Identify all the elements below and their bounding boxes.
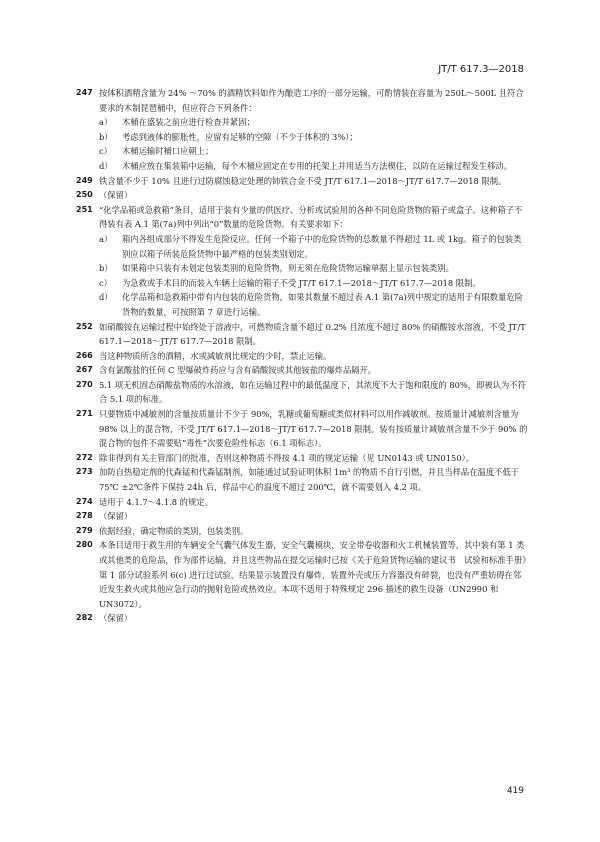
provision-entry	[76, 378, 528, 407]
sub-item	[99, 115, 528, 130]
sub-item-label: b）	[99, 131, 113, 142]
provision-entry	[76, 174, 528, 189]
provision-text: 如硝酸铵在运输过程中始终处于溶液中，可燃物质含量不超过 0.2% 且浓度不超过 80% 的硝酸铵水溶液，不受 JT/T 617.1—2018～JT/T 617.7—2018 限制。	[99, 321, 526, 347]
provision-entry	[76, 538, 528, 611]
provision-text: （保留）	[99, 613, 133, 624]
provision-number: 279	[76, 525, 93, 535]
provision-number: 274	[76, 496, 93, 506]
sub-item	[99, 261, 528, 276]
provision-number: 272	[76, 452, 93, 462]
provision-text: 本条目适用于救生用的车辆安全气囊气体发生器，安全气囊模块，安全带卷收器和火工机械装置等，其中装有第 1 类或其他类的危险品，作为部件运输，并且这些物品在提交运输时已按《关于危险货物运输的建议书 试验和标准手册》第 1 部分试验系列 6(c) 进行过试验，结果显示装置没有爆炸，装置外壳或压力容器没有碎裂，也没有严重妨碍在邻近发生救火或其他应急行动的抛射危险或热效应。本项不适用于特殊规定 296 描述的救生设备（UN2990 和 UN3072）。	[99, 540, 527, 609]
provision-text: “化学品箱或急救箱”条目，适用于装有少量的供医疗、分析或试验用的各种不同危险货物的箱子或盒子。这种箱子不得装有表 A.1 第(7a)列中列出“0”数量的危险货物。有关要求如下：	[99, 204, 523, 230]
sub-item-text: 考虑到液体的膨胀性，应留有足够的空隙（不少于体积的 3%）；	[122, 131, 358, 142]
provision-entry	[76, 465, 528, 494]
page-header: JT/T 617.3—2018	[438, 64, 524, 75]
provision-number: 249	[76, 175, 93, 185]
sub-item-label: a）	[99, 233, 113, 244]
sub-item	[99, 232, 528, 261]
provision-text: （保留）	[99, 511, 133, 522]
provision-text: 依据经验，确定物质的类别，包装类别。	[99, 525, 249, 536]
provision-entry	[76, 524, 528, 539]
provision-text: 除非得到有关主管部门的批准，否则这种物质不得按 4.1 项的规定运输（见 UN0143 或 UN0150）。	[99, 452, 475, 463]
sub-item-text: 木桶在盛装之前应进行检查并紧固；	[122, 117, 255, 128]
provision-entry	[76, 611, 528, 626]
sub-item-text: 为急救或手术目的而装入车辆上运输的箱子不受 JT/T 617.1—2018～JT/T 617.7—2018 限制。	[122, 277, 481, 288]
provision-text: 当这种物质所含的酒精，水或减敏剂比规定的少时，禁止运输。	[99, 350, 332, 361]
provision-entry	[76, 495, 528, 510]
sub-item-text: 木桶运输时桶口应朝上；	[122, 146, 214, 157]
provision-number: 280	[76, 540, 93, 550]
document-body	[76, 86, 528, 626]
page-number: 419	[506, 786, 524, 796]
sub-item-label: d）	[99, 292, 113, 303]
provision-text: 含有氯酸盐的任何 C 型爆破炸药应与含有硝酸铵或其他铵盐的爆炸品隔开。	[99, 365, 377, 376]
provision-number: 267	[76, 365, 93, 375]
provision-entry	[76, 349, 528, 364]
provision-text: 5.1 项无机固态硝酸盐物质的水溶液，如在运输过程中的最低温度下，其浓度不大于饱和限度的 80%，即被认为不符合 5.1 项的标准。	[99, 379, 526, 405]
provision-number: 251	[76, 204, 93, 214]
sub-item-label: b）	[99, 263, 113, 274]
sub-item-label: c）	[99, 146, 112, 157]
provision-text: 只要物质中减敏剂的含量按质量计不少于 90%，乳糖或葡萄糖或类似材料可以用作减敏剂。按质量计减敏剂含量为 98% 以上的混合物，不受 JT/T 617.1—2018～JT/T 617.7—2018 限制。装有按质量计减敏剂含量不少于 90% 的混合物的包件不需要贴“毒性”次要危险性标志（6.1 项标志）。	[99, 409, 528, 449]
provision-entry	[76, 407, 528, 451]
sub-item-text: 化学品箱和急救箱中带有内包装的危险货物，如果其数量不超过表 A.1 第(7a)列中规定的适用于有限数量危险货物的数量，可按照第 7 章进行运输。	[122, 292, 523, 317]
provision-text: （保留）	[99, 190, 133, 201]
provision-number: 250	[76, 190, 93, 200]
sub-item	[99, 144, 528, 159]
sub-item	[99, 276, 528, 291]
sub-item-label: c）	[99, 277, 112, 288]
sub-item-text: 箱内各组成部分不得发生危险反应。任何一个箱子中的危险货物的总数量不得超过 1L 或 1kg。箱子的包装类别应以箱子所装危险货物中最严格的包装类别划定。	[122, 233, 522, 259]
provision-text: 加防自热稳定剂的代森锰和代森锰制剂，如能通过试验证明体积 1m³ 的物质不自行引燃，并且当样品在温度不低于 75℃ ±2℃条件下保持 24h 后，样品中心的温度不超过 200℃，就不需要划入 4.2 项。	[99, 467, 520, 493]
provision-number: 273	[76, 467, 93, 477]
provision-text: 适用于 4.1.7～4.1.8 的规定。	[99, 496, 213, 507]
provision-number: 270	[76, 379, 93, 389]
provision-number: 266	[76, 350, 93, 360]
provision-number: 278	[76, 511, 93, 521]
provision-entry	[76, 86, 528, 174]
provision-text: 铁含量不少于 10% 且进行过防腐蚀稳定处理的铈铁合金不受 JT/T 617.1—2018～JT/T 617.7—2018 限制。	[99, 175, 507, 186]
provision-number: 247	[76, 88, 93, 97]
provision-entry	[76, 188, 528, 203]
sub-item	[99, 130, 528, 145]
provision-entry	[76, 509, 528, 524]
provision-entry	[76, 203, 528, 320]
sub-item-text: 如果箱中只装有未划定包装类别的危险货物，则无须在危险货物运输单据上显示包装类别。	[122, 263, 454, 274]
sub-item	[99, 290, 528, 319]
sub-item	[99, 159, 528, 174]
sub-item-label: d）	[99, 160, 113, 171]
sub-item-text: 木桶应放在集装箱中运输，每个木桶应固定在专用的托架上并用适当方法楔住，以防在运输过程发生移动。	[122, 160, 512, 171]
provision-number: 282	[76, 613, 93, 623]
provision-number: 252	[76, 321, 93, 331]
provision-text: 按体积酒精含量为 24% ～70% 的酒精饮料如作为酿造工序的一部分运输，可酌情装在容量为 250L～500L 且符合要求的木制琵琶桶中，但应符合下列条件：	[99, 88, 524, 113]
provision-entry	[76, 363, 528, 378]
provision-number: 271	[76, 409, 93, 419]
provision-entry	[76, 451, 528, 466]
provision-entry	[76, 320, 528, 349]
sub-item-label: a）	[99, 117, 113, 128]
